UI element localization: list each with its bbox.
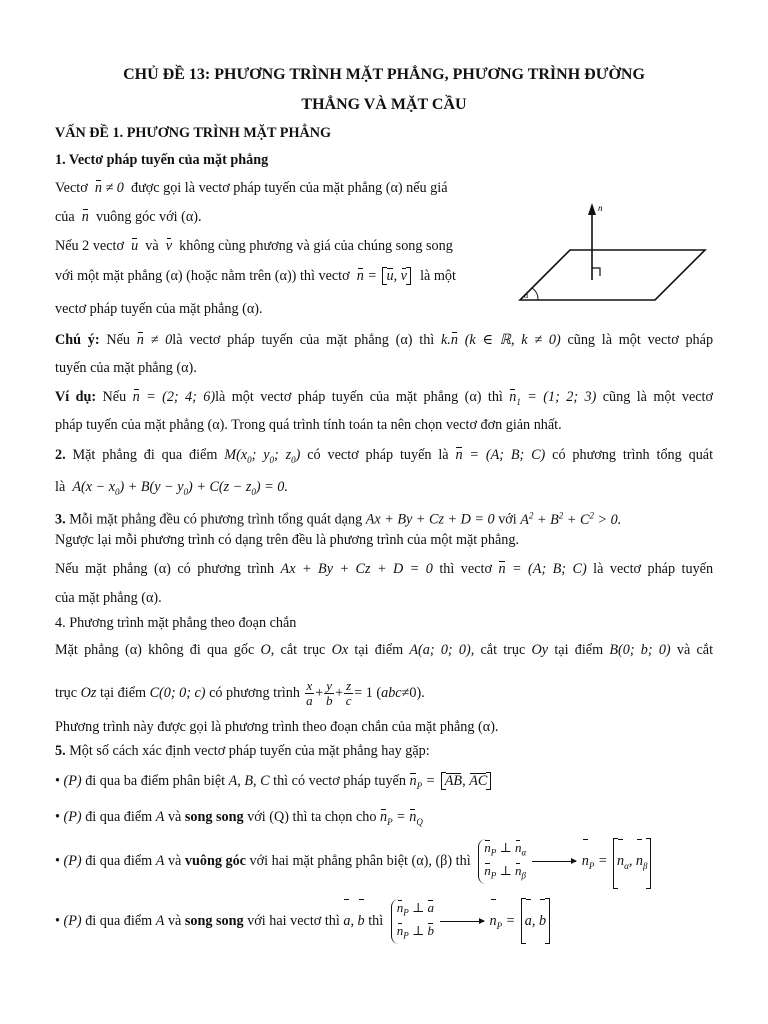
s3-line4: của mặt phẳng (α). — [55, 590, 162, 606]
s1-line2: của n vuông góc với (α). — [55, 209, 202, 225]
normal-vector-arrowhead — [588, 203, 596, 215]
bullet-1: • (P) đi qua ba điểm phân biệt A, B, C thì có vectơ pháp tuyến $n_P$ = AB, AC — [55, 772, 493, 795]
angle-label: α — [524, 291, 529, 300]
bullet-4: • (P) đi qua điểm A và song song với hai vectơ thì a, b thì $n_P$ ⊥ a $n_P$ ⊥ b $n_P = a$, b — [55, 898, 552, 949]
s5-heading: 5. Một số cách xác định vectơ pháp tuyến của mặt phẳng hay gặp: — [55, 743, 430, 759]
section-heading: VẤN ĐỀ 1. PHƯƠNG TRÌNH MẶT PHẲNG — [55, 125, 332, 141]
s1-line5: vectơ pháp tuyến của mặt phẳng (α). — [55, 301, 263, 317]
subsection-1-heading: 1. Vectơ pháp tuyến của mặt phẳng — [55, 152, 269, 168]
bullet-2: • (P) đi qua điểm A và song song với (Q) thì ta chọn cho $n_P = n_Q$ — [55, 809, 423, 827]
note-line1: Chú ý: Nếu n ≠ 0là vectơ pháp tuyến của mặt phẳng (α) thì k.n (k ∈ ℝ, k ≠ 0) cũng là một vectơ pháp — [55, 332, 714, 348]
bullet-3: • (P) đi qua điểm A và vuông góc với hai mặt phẳng phân biệt (α), (β) thì $n_P$ ⊥ $n_\alpha$ $n_P$ ⊥ $n_\beta$ $n_P = n_\alpha$, $n_\beta$ — [55, 838, 653, 889]
s4-line3: Phương trình này được gọi là phương trình theo đoạn chắn của mặt phẳng (α). — [55, 719, 499, 735]
s2-line2: là $A(x - x_0) + B(y - y_0) + C(z - z_0) = 0$. — [55, 479, 288, 497]
page-title-line1: CHỦ ĐỀ 13: PHƯƠNG TRÌNH MẶT PHẲNG, PHƯƠNG TRÌNH ĐƯỜNG — [123, 66, 645, 83]
normal-label: n — [598, 203, 603, 213]
s1-line4: với một mặt phẳng (α) (hoặc nằm trên (α)) thì vectơ n = u, v là một — [55, 268, 456, 284]
s3-line2: Ngược lại mỗi phương trình có dạng trên đều là phương trình của một mặt phẳng. — [55, 532, 520, 548]
s1-line3: Nếu 2 vectơ u và v không cùng phương và giá của chúng song song — [55, 238, 453, 254]
plane-shape — [520, 250, 705, 300]
s2-line1: 2. Mặt phẳng đi qua điểm $M(x_0$; $y_0$; $z_0$) có vectơ pháp tuyến là n = (A; B; C) có phương trình tổng quát — [55, 447, 714, 465]
plane-normal-figure — [510, 195, 710, 310]
s1-line1: Vectơ n ≠ 0 được gọi là vectơ pháp tuyến của mặt phẳng (α) nếu giá — [55, 180, 448, 196]
s3-line1: 3. Mỗi mặt phẳng đều có phương trình tổng quát dạng Ax + By + Cz + D = 0 với $A^2 + B^2 + C^2 > 0$. — [55, 510, 622, 528]
subsection-4-heading: 4. Phương trình mặt phẳng theo đoạn chắn — [55, 615, 297, 631]
note-line2: tuyến của mặt phẳng (α). — [55, 360, 197, 376]
s3-line3: Nếu mặt phẳng (α) có phương trình Ax + By + Cz + D = 0 thì vectơ n = (A; B; C) là vectơ pháp tuyến — [55, 561, 714, 577]
s4-line2: trục Oz tại điểm C(0; 0; c) có phương trình $\frac{x}{a}$ + $\frac{y}{b}$ + $\frac{z}{c}$ = 1 (abc≠0). — [55, 678, 425, 709]
right-angle-mark — [592, 268, 600, 276]
example-line1: Ví dụ: Nếu n = (2; 4; 6)là một vectơ pháp tuyến của mặt phẳng (α) thì $n_1 = (1$; 2; 3) cũng là một vectơ — [55, 389, 713, 407]
angle-arc — [532, 288, 538, 300]
page-title-line2: THẲNG VÀ MẶT CẦU — [301, 96, 467, 113]
s4-line1: Mặt phẳng (α) không đi qua gốc O, cắt trục Ox tại điểm A(a; 0; 0), cắt trục Oy tại điểm B(0; b; 0) và cắt — [55, 642, 714, 658]
example-line2: pháp tuyến của mặt phẳng (α). Trong quá trình tính toán ta nên chọn vectơ đơn giản nhất. — [55, 417, 562, 433]
